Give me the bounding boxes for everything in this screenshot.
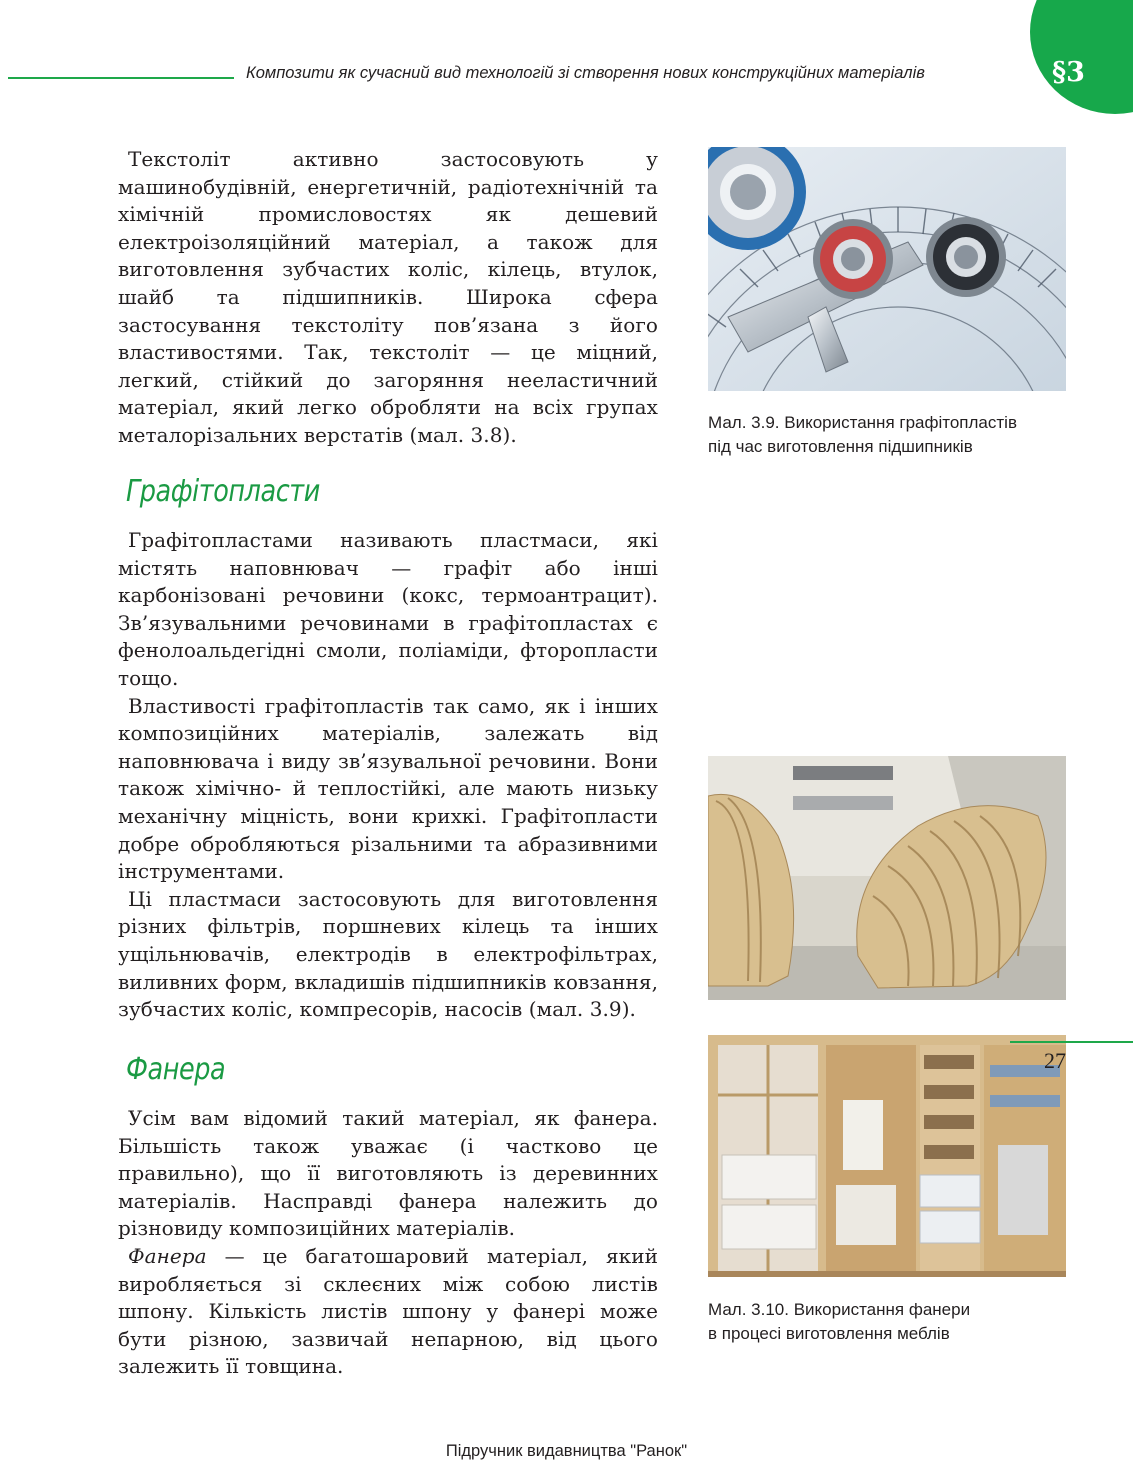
footer-rule <box>1010 1041 1133 1043</box>
caption-fig-3-10-line-2: в процесі виготовлення меблів <box>708 1324 950 1343</box>
plywood-definition: — це багатошаровий матеріал, який виробляється зі склеєних між собою листів шпону. Кількість листів шпону у фанері може бути різною, зазвичай непарною, від цього залежить її товщина. <box>118 1243 658 1379</box>
caption-fig-3-10-line-1: Мал. 3.10. Використання фанери <box>708 1300 971 1319</box>
plywood-chairs-photo <box>708 756 1066 1000</box>
graphite-paragraph-3: Ці пластмаси застосовують для виготовлення різних фільтрів, поршневих кілець та інших ущільнювачів, електродів в електрофільтрах, виливних форм, вкладишів підшипників ковзання, зубчастих коліс, компресорів, насосів (мал. 3.9). <box>118 886 658 1022</box>
header-rule <box>8 77 234 79</box>
intro-block <box>118 146 658 450</box>
publisher-note: Підручник видавництва "Ранок" <box>445 1442 688 1460</box>
caption-fig-3-9-line-2: під час виготовлення підшипників <box>708 437 973 456</box>
bearings-photo <box>708 147 1066 391</box>
plywood-paragraph-1: Усім вам відомий такий матеріал, як фанера. Більшість також уважає (і частково це правильно), що її виготовляють із деревинних матеріалів. Насправді фанера належить до різновиду композиційних матеріалів. <box>118 1106 658 1241</box>
heading-plywood: Фанера <box>126 1052 226 1087</box>
caption-fig-3-9 <box>708 411 1088 459</box>
heading-graphite: Графітопласти <box>126 474 320 509</box>
graphite-paragraph-1: Графітопластами називають пластмаси, які містять наповнювач — графіт або інші карбонізовані речовини (кокс, термоантрацит). Зв’язувальними речовинами в графітопластах є фенолоальдегідні смоли, поліаміди, фторопласти тощо. <box>118 528 658 690</box>
graphite-paragraph-2: Властивості графітопластів так само, як і інших композиційних матеріалів, залежать від наповнювача і виду зв’язувальної речовини. Вони також хімічно- й теплостійкі, але мають низьку механічну міцність, вони крихкі. Графітопласти добре обробляються різальними та абразивними інструментами. <box>118 693 658 884</box>
intro-paragraph: Текстоліт активно застосовують у машинобудівній, енергетичній, радіотехнічній та хімічній промисловостях як дешевий електроізоляційний матеріал, а також для виготовлення зубчастих коліс, кілець, втулок, шайб та підшипників. Широка сфера застосування текстоліту пов’язана з його властивостями. Так, текстоліт — це міцний, легкий, стійкий до загоряння нееластичний матеріал, який легко обробляти на всіх групах металорізальних верстатів (мал. 3.8). <box>118 147 658 447</box>
caption-fig-3-10 <box>708 1298 1088 1346</box>
wardrobe-photo <box>708 1035 1066 1277</box>
caption-fig-3-9-line-1: Мал. 3.9. Використання графітопластів <box>708 413 1017 432</box>
running-header: Композити як сучасний вид технологій зі створення нових конструкційних матеріалів <box>246 64 925 82</box>
page-number: 27 <box>1044 1048 1066 1073</box>
section-number: §3 <box>1052 57 1085 88</box>
plywood-block <box>118 1105 658 1381</box>
plywood-paragraph-2 <box>118 1243 658 1381</box>
graphite-block <box>118 527 658 1024</box>
plywood-term: Фанера <box>128 1243 207 1268</box>
